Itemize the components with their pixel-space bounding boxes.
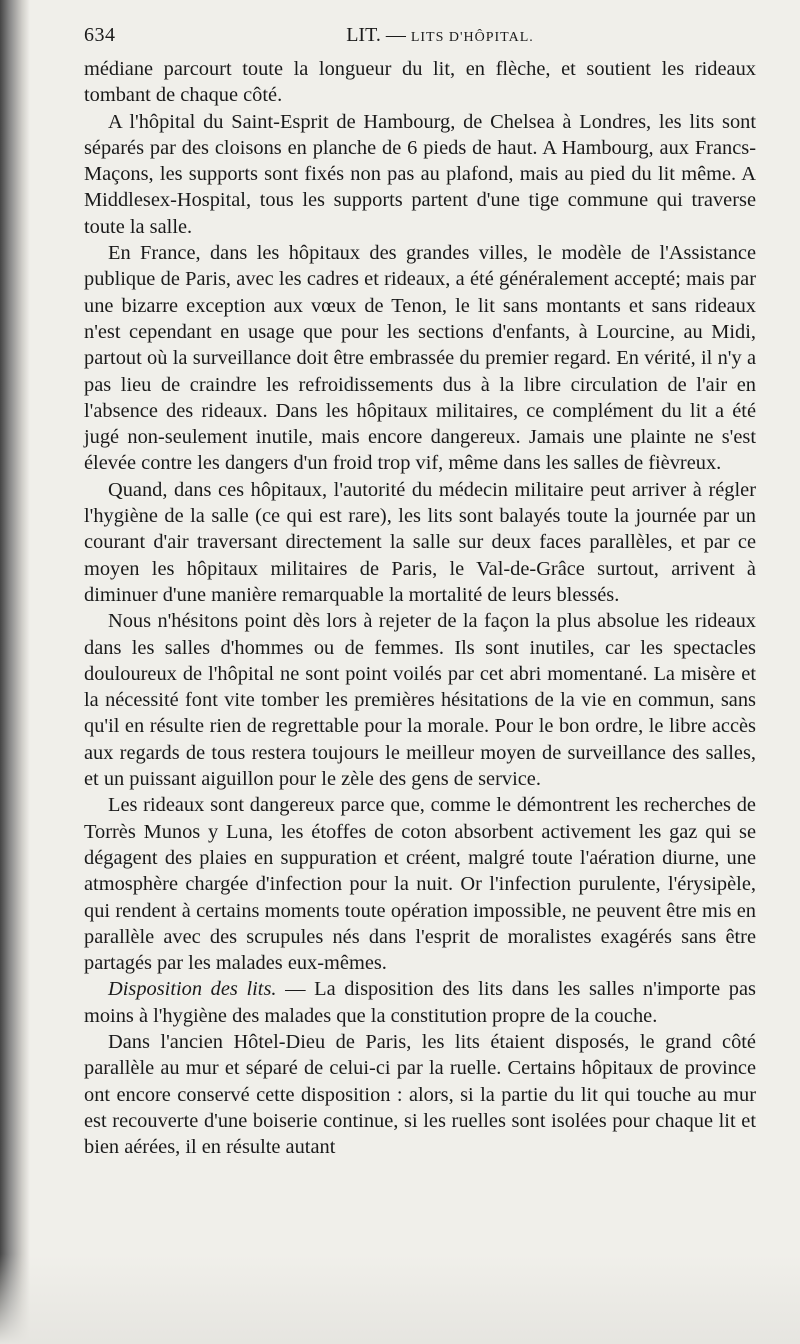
running-title bbox=[84, 24, 756, 47]
body-text bbox=[84, 56, 756, 1160]
binding-shadow bbox=[0, 0, 30, 1344]
page-header bbox=[84, 24, 756, 54]
paragraph-hopitaux-militaires: Quand, dans ces hôpitaux, l'autorité du médecin militaire peut arriver à régler l'hygiène de la salle (ce qui est rare), les lits sont balayés toute la journée par un courant d'air traversant directement la salle sur deux faces parallèles, et par ce moyen les hôpitaux militaires de Paris, le Val-de-Grâce surtout, arrivent à diminuer d'une manière remarquable la mortalité de leurs blessés. bbox=[84, 478, 756, 606]
paragraph-disposition bbox=[84, 976, 756, 1029]
running-title-sub: LITS D'HÔPITAL. bbox=[410, 30, 534, 45]
paragraph-hambourg: A l'hôpital du Saint-Esprit de Hambourg, de Chelsea à Londres, les lits sont séparés par des cloisons en planche de 6 pieds de haut. A Hambourg, aux Francs-Maçons, les supports sont fixés non pas au plafond, mais au pied du lit même. A Middlesex-Hospital, tous les supports partent d'une tige commune qui traverse toute la salle. bbox=[84, 110, 756, 238]
section-text: — La disposition des lits dans les salles n'importe pas moins à l'hygiène des malades que la constitution propre de la couche. bbox=[84, 978, 756, 1027]
section-heading: Disposition des lits. bbox=[108, 978, 277, 1001]
paragraph-hotel-dieu: Dans l'ancien Hôtel-Dieu de Paris, les lits étaient disposés, le grand côté parallèle au mur et séparé de celui-ci par la ruelle. Certains hôpitaux de province ont encore conservé cette disposition : alors, si la partie du lit qui touche au mur est recouverte d'une boiserie continue, si les ruelles sont isolées pour chaque lit et bien aérées, il en résulte autant bbox=[84, 1030, 756, 1159]
running-title-main: LIT. — bbox=[346, 24, 406, 46]
page-shade bbox=[0, 1254, 800, 1344]
paragraph-france: En France, dans les hôpitaux des grandes villes, le modèle de l'Assistance publique de Paris, avec les cadres et rideaux, a été généralement accepté; mais par une bizarre exception aux vœux de Tenon, le lit sans montants et sans rideaux n'est cependant en usage que pour les sections d'enfants, à Lourcine, au Midi, partout où la surveillance doit être embrassée du premier regard. En vérité, il n'y a pas lieu de craindre les refroidissements dus à la libre circulation de l'air en l'absence des rideaux. Dans les hôpitaux militaires, ce complément du lit a été jugé non-seulement inutile, mais encore dangereux. Jamais une plainte ne s'est élevée contre les dangers d'un froid trop vif, même dans les salles de fièvreux. bbox=[84, 242, 756, 475]
page-number: 634 bbox=[84, 24, 116, 46]
paragraph-continuation: médiane parcourt toute la longueur du lit, en flèche, et soutient les rideaux tombant de chaque côté. bbox=[84, 58, 756, 107]
paragraph-rideaux-dangereux: Les rideaux sont dangereux parce que, comme le démontrent les recherches de Torrès Munos y Luna, les étoffes de coton absorbent activement les gaz qui se dégagent des plaies en suppuration et créent, malgré toute l'aération diurne, une atmosphère chargée d'infection pour la nuit. Or l'infection purulente, l'érysipèle, qui rendent à certains moments toute opération impossible, ne peuvent être mis en parallèle avec des scrupules nés dans l'esprit de moralistes exagérés sans être partagés par les malades eux-mêmes. bbox=[84, 794, 756, 975]
paragraph-rideaux-inutiles: Nous n'hésitons point dès lors à rejeter de la façon la plus absolue les rideaux dans les salles d'hommes ou de femmes. Ils sont inutiles, car les spectacles douloureux de l'hôpital ne sont point voilés par cet abri momentané. La misère et la nécessité font vite tomber les premières hésitations de la vie en commun, sans qu'il en résulte rien de regrettable pour la morale. Pour le bon ordre, le libre accès aux regards de tous restera toujours le meilleur moyen de surveillance des salles, et un puissant aiguillon pour le zèle des gens de service. bbox=[84, 610, 756, 791]
